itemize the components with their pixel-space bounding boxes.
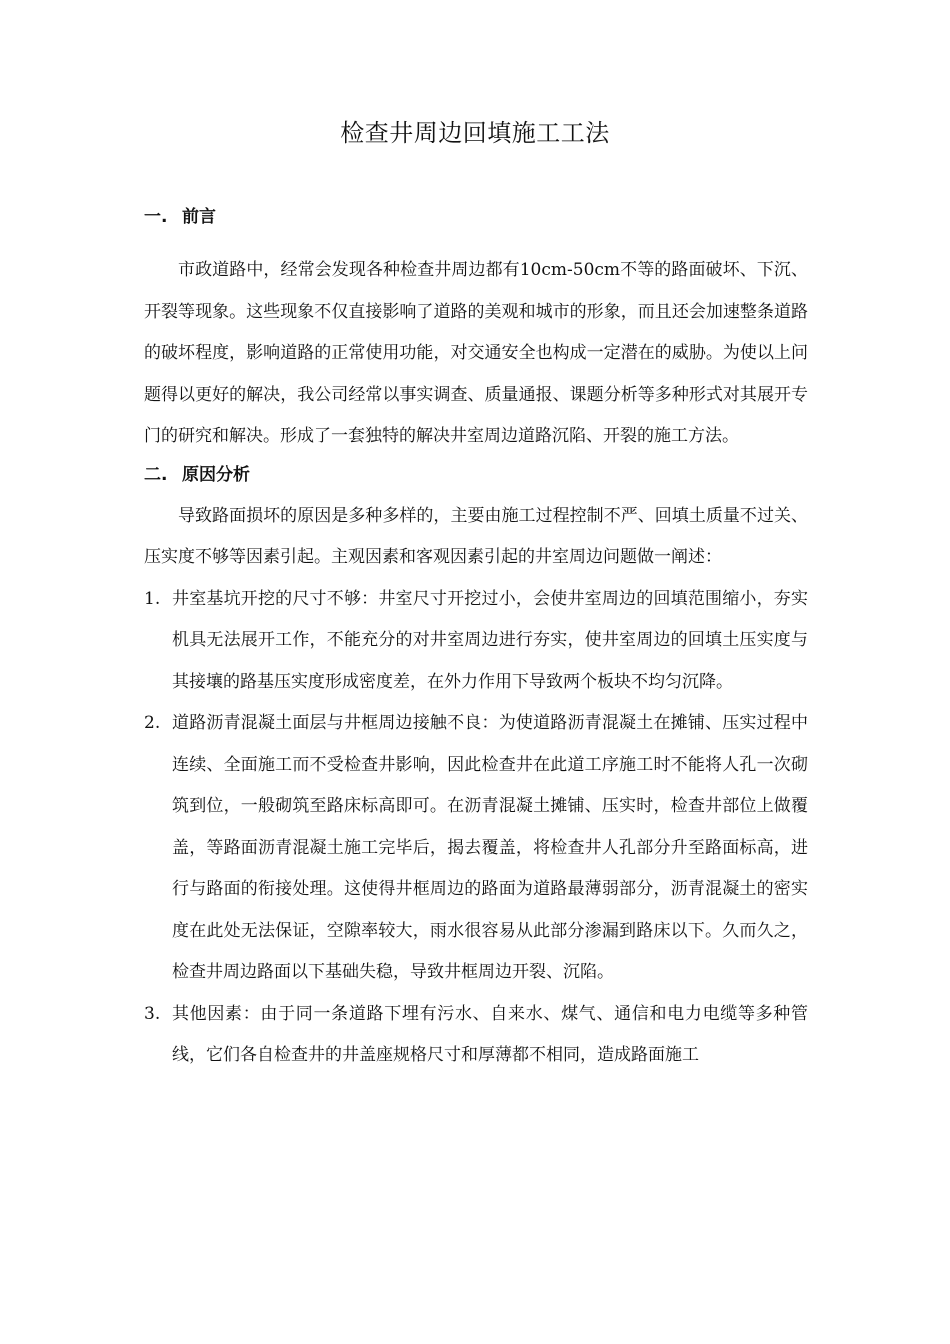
section-title: 原因分析 (182, 464, 250, 485)
list-item-text: 道路沥青混凝土面层与井框周边接触不良：为使道路沥青混凝土在摊铺、压实过程中连续、全面施工而不受检查井影响，因此检查井在此道工序施工时不能将人孔一次砌筑到位，一般砌筑至路床标高即可。在沥青混凝土摊铺、压实时，检查井部位上做覆盖，等路面沥青混凝土施工完毕后，揭去覆盖，将检查井人孔部分升至路面标高，进行与路面的衔接处理。这使得井框周边的路面为道路最薄弱部分，沥青混凝土的密实度在此处无法保证，空隙率较大，雨水很容易从此部分渗漏到路床以下。久而久之，检查井周边路面以下基础失稳，导致井框周边开裂、沉陷。 (172, 713, 808, 982)
list-marker: 1. (144, 588, 161, 609)
section-heading-preface (144, 200, 808, 234)
cause-analysis-paragraph: 导致路面损坏的原因是多种多样的，主要由施工过程控制不严、回填土质量不过关、压实度不够等因素引起。主观因素和客观因素引起的井室周边问题做一阐述： (144, 505, 808, 567)
list-marker: 2. (144, 713, 161, 733)
document-body (144, 200, 808, 1077)
document-title: 检查井周边回填施工工法 (340, 119, 610, 147)
list-item (144, 994, 808, 1077)
section-number: 一. (144, 207, 168, 227)
list-item (144, 703, 808, 994)
list-item (144, 579, 808, 704)
list-item-text: 其他因素：由于同一条道路下埋有污水、自来水、煤气、通信和电力电缆等多种管线，它们各自检查井的井盖座规格尺寸和厚薄都不相同，造成路面施工 (172, 1003, 808, 1065)
preface-paragraph: 市政道路中，经常会发现各种检查井周边都有10cm-50cm不等的路面破坏、下沉、开裂等现象。这些现象不仅直接影响了道路的美观和城市的形象，而且还会加速整条道路的破坏程度，影响道路的正常使用功能，对交通安全也构成一定潜在的威胁。为使以上问题得以更好的解决，我公司经常以事实调查、质量通报、课题分析等多种形式对其展开专门的研究和解决。形成了一套独特的解决井室周边道路沉陷、开裂的施工方法。 (144, 260, 808, 446)
cause-list (144, 579, 808, 1077)
list-marker: 3. (144, 1003, 161, 1024)
section-heading-cause-analysis (144, 458, 808, 492)
section-title: 前言 (182, 207, 216, 227)
list-item-text: 井室基坑开挖的尺寸不够：井室尺寸开挖过小，会使井室周边的回填范围缩小，夯实机具无法展开工作，不能充分的对井室周边进行夯实，使井室周边的回填土压实度与其接壤的路基压实度形成密度差，在外力作用下导致两个板块不均匀沉降。 (172, 588, 808, 692)
section-number: 二. (144, 464, 168, 485)
